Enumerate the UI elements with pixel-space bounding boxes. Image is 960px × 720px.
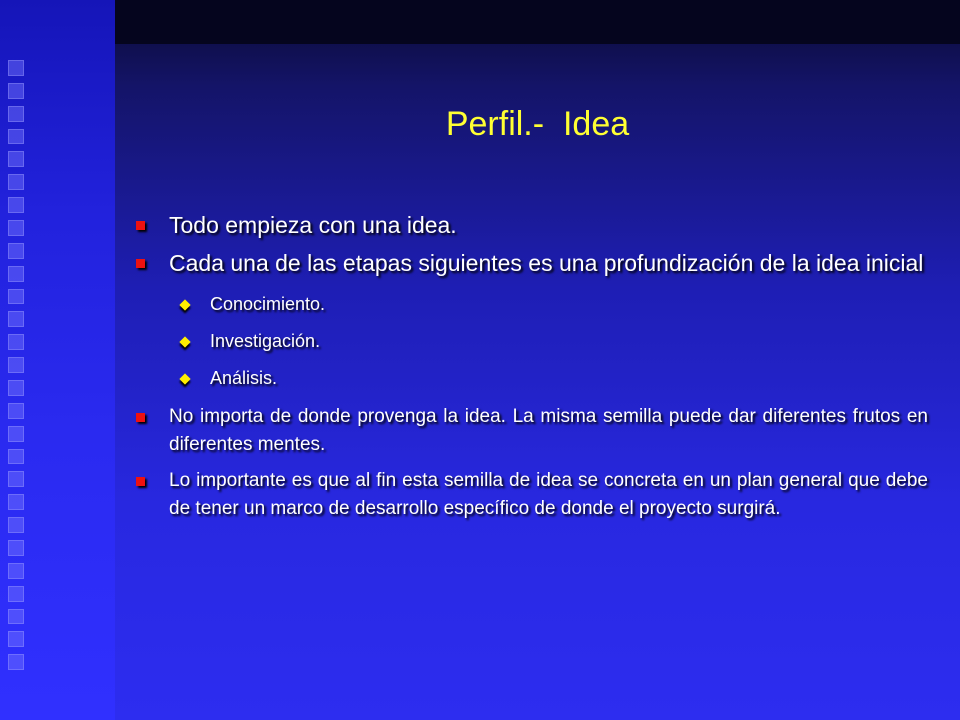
red-square-bullet-icon xyxy=(136,477,145,486)
decor-square xyxy=(8,174,24,190)
decor-square xyxy=(8,83,24,99)
sub-bullet-item xyxy=(169,329,710,353)
decor-square xyxy=(8,243,24,259)
decorative-squares xyxy=(8,60,26,670)
bullet-text: Lo importante es que al fin esta semilla de idea se concreta en un plan general que debe de tener un marco de desarrollo específico de donde el proyecto surgirá. xyxy=(169,470,928,519)
decor-square xyxy=(8,471,24,487)
bullet-text: Cada una de las etapas siguientes es una profundización de la idea inicial xyxy=(169,250,924,276)
top-dark-bar xyxy=(115,0,960,44)
sub-bullet-text: Investigación. xyxy=(210,331,321,351)
decor-square xyxy=(8,586,24,602)
decor-square xyxy=(8,494,24,510)
decor-square xyxy=(8,654,24,670)
decor-square xyxy=(8,380,24,396)
red-square-bullet-icon xyxy=(136,413,145,422)
decor-square xyxy=(8,517,24,533)
decor-square xyxy=(8,449,24,465)
decor-square xyxy=(8,266,24,282)
decor-square xyxy=(8,403,24,419)
sub-bullet-item xyxy=(169,366,710,390)
decor-square xyxy=(8,334,24,350)
sub-bullet-text: Análisis. xyxy=(210,368,278,388)
decor-square xyxy=(8,357,24,373)
yellow-diamond-bullet-icon xyxy=(179,299,190,310)
decor-square xyxy=(8,540,24,556)
decor-square xyxy=(8,426,24,442)
decor-square xyxy=(8,129,24,145)
bullet-list xyxy=(128,210,928,531)
decor-square xyxy=(8,631,24,647)
decor-square xyxy=(8,311,24,327)
decor-square xyxy=(8,106,24,122)
red-square-bullet-icon xyxy=(136,259,145,268)
decor-square xyxy=(8,609,24,625)
yellow-diamond-bullet-icon xyxy=(179,336,190,347)
sub-bullet-item xyxy=(169,292,710,316)
left-decorative-band xyxy=(0,0,115,720)
decor-square xyxy=(8,197,24,213)
slide-title: Perfil.- Idea xyxy=(445,105,630,143)
decor-square xyxy=(8,563,24,579)
yellow-diamond-bullet-icon xyxy=(179,373,190,384)
decor-square xyxy=(8,220,24,236)
decor-square xyxy=(8,289,24,305)
sub-bullet-text: Conocimiento. xyxy=(210,294,326,314)
decor-square xyxy=(8,151,24,167)
bullet-text: Todo empieza con una idea. xyxy=(169,212,457,238)
red-square-bullet-icon xyxy=(136,221,145,230)
bullet-item xyxy=(128,210,928,240)
bullet-text: No importa de donde provenga la idea. La misma semilla puede dar diferentes frutos en diferentes mentes. xyxy=(169,406,928,455)
bullet-item xyxy=(128,467,928,523)
decor-square xyxy=(8,60,24,76)
bullet-item xyxy=(128,403,928,459)
bullet-item xyxy=(128,248,928,278)
